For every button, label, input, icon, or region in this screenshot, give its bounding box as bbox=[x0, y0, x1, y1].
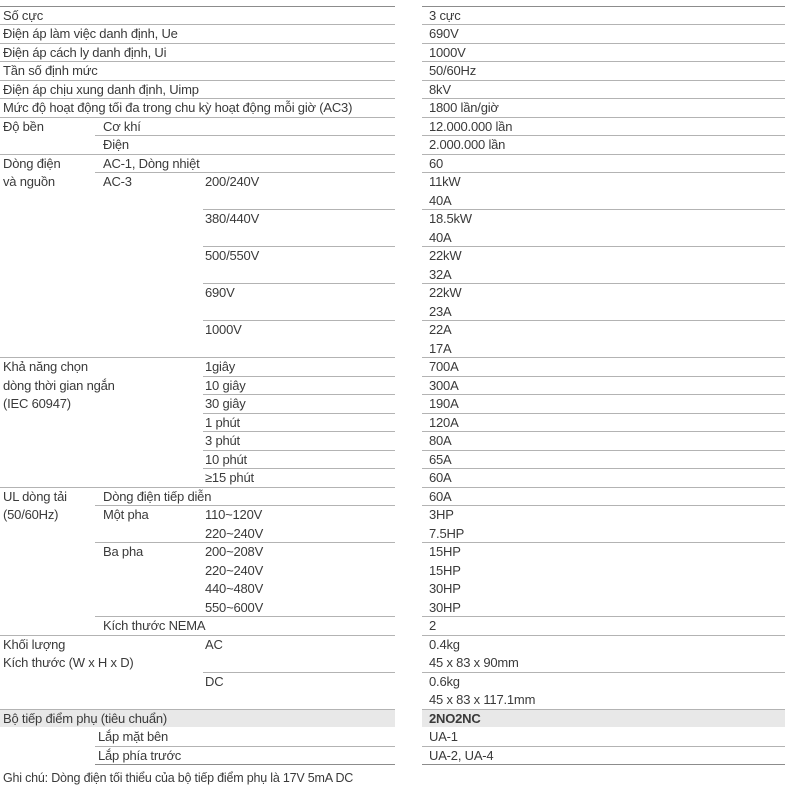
spec-value: 120A bbox=[429, 414, 459, 430]
divider bbox=[422, 431, 785, 432]
spec-value: 190A bbox=[429, 396, 459, 411]
divider bbox=[422, 376, 785, 377]
divider bbox=[422, 283, 785, 284]
footer-note: Ghi chú: Dòng điện tối thiểu của bộ tiếp điểm phụ là 17V 5mA DC bbox=[3, 771, 354, 785]
spec-value-highlighted: 2NO2NC bbox=[429, 710, 481, 726]
divider bbox=[422, 246, 785, 247]
spec-condition: 1 phút bbox=[205, 414, 240, 430]
spec-label: (50/60Hz) bbox=[3, 507, 59, 522]
spec-condition: 500/550V bbox=[205, 248, 260, 263]
spec-condition: DC bbox=[205, 673, 224, 689]
spec-condition: 220~240V bbox=[205, 525, 264, 541]
spec-value: 80A bbox=[429, 433, 452, 448]
spec-condition: 30 giây bbox=[205, 396, 246, 411]
spec-value: 32A bbox=[429, 266, 452, 282]
spec-label: Điện áp chịu xung danh định, Uimp bbox=[3, 81, 199, 97]
spec-value: 40A bbox=[429, 192, 452, 208]
spec-label: Điện áp cách ly danh định, Ui bbox=[3, 44, 167, 60]
spec-label: và nguồn bbox=[3, 174, 55, 189]
spec-value: 12.000.000 lần bbox=[429, 118, 513, 134]
spec-sublabel: Lắp phía trước bbox=[98, 747, 182, 763]
spec-value: 15HP bbox=[429, 544, 461, 559]
spec-value: UA-1 bbox=[429, 729, 458, 744]
spec-label: Kích thước (W x H x D) bbox=[3, 655, 134, 670]
divider bbox=[422, 505, 785, 506]
divider bbox=[0, 6, 395, 7]
spec-condition: 220~240V bbox=[205, 562, 264, 578]
spec-label: Số cực bbox=[3, 7, 44, 23]
spec-condition: ≥15 phút bbox=[205, 470, 254, 485]
spec-value: 22kW bbox=[429, 248, 462, 263]
spec-value: 60 bbox=[429, 155, 444, 171]
spec-sublabel: Lắp mặt bên bbox=[98, 729, 169, 744]
spec-value: 22kW bbox=[429, 285, 462, 300]
spec-value: 23A bbox=[429, 303, 452, 319]
divider bbox=[422, 80, 785, 81]
spec-condition: 3 phút bbox=[205, 433, 240, 448]
spec-value: 7.5HP bbox=[429, 525, 465, 541]
divider bbox=[203, 672, 395, 673]
spec-value: 700A bbox=[429, 359, 459, 374]
spec-sublabel: Cơ khí bbox=[103, 118, 141, 134]
spec-condition: 1000V bbox=[205, 322, 242, 337]
spec-label: UL dòng tải bbox=[3, 488, 67, 504]
spec-sublabel: Kích thước NEMA bbox=[103, 618, 206, 633]
spec-value: 60A bbox=[429, 470, 452, 485]
spec-value: 50/60Hz bbox=[429, 63, 477, 78]
spec-label: Khả năng chọn bbox=[3, 359, 88, 374]
spec-sublabel: Ba pha bbox=[103, 544, 144, 559]
spec-value: 2 bbox=[429, 618, 437, 633]
spec-sublabel: AC-1, Dòng nhiệt bbox=[103, 155, 200, 171]
spec-value: 300A bbox=[429, 377, 459, 393]
spec-value: 8kV bbox=[429, 81, 451, 97]
spec-value: 45 x 83 x 90mm bbox=[429, 655, 519, 670]
spec-label: Mức độ hoạt động tối đa trong chu kỳ hoạt động mỗi giờ (AC3) bbox=[3, 100, 353, 115]
spec-label: Dòng điện bbox=[3, 155, 61, 171]
spec-value: 11kW bbox=[429, 174, 461, 189]
spec-condition: 10 giây bbox=[205, 377, 246, 393]
spec-value: 45 x 83 x 117.1mm bbox=[429, 692, 536, 707]
spec-value: 18.5kW bbox=[429, 211, 472, 226]
spec-value: 3HP bbox=[429, 507, 454, 522]
spec-label: dòng thời gian ngắn bbox=[3, 377, 115, 393]
spec-value: 0.4kg bbox=[429, 636, 460, 652]
spec-value: 65A bbox=[429, 451, 452, 467]
spec-condition: 690V bbox=[205, 285, 235, 300]
divider bbox=[422, 487, 785, 488]
divider bbox=[422, 468, 785, 469]
divider bbox=[422, 357, 785, 358]
spec-value: 690V bbox=[429, 26, 459, 41]
spec-condition: 440~480V bbox=[205, 581, 264, 596]
spec-label: Tần số định mức bbox=[3, 63, 98, 78]
spec-value: 60A bbox=[429, 488, 452, 504]
divider bbox=[422, 6, 785, 7]
spec-condition: AC bbox=[205, 636, 223, 652]
divider bbox=[422, 43, 785, 44]
spec-value: 30HP bbox=[429, 581, 461, 596]
spec-sublabel: Một pha bbox=[103, 507, 149, 522]
spec-value: 3 cực bbox=[429, 7, 461, 23]
divider bbox=[422, 394, 785, 395]
divider bbox=[422, 635, 785, 636]
spec-condition: 200/240V bbox=[205, 174, 260, 189]
divider bbox=[422, 61, 785, 62]
spec-value: UA-2, UA-4 bbox=[429, 747, 494, 763]
spec-label: (IEC 60947) bbox=[3, 396, 71, 411]
spec-label: Điện áp làm việc danh định, Ue bbox=[3, 26, 178, 41]
divider bbox=[422, 413, 785, 414]
divider bbox=[422, 209, 785, 210]
divider bbox=[422, 320, 785, 321]
divider bbox=[422, 24, 785, 25]
spec-value: 17A bbox=[429, 340, 452, 356]
spec-value: 0.6kg bbox=[429, 673, 460, 689]
spec-value: 40A bbox=[429, 229, 452, 245]
spec-sublabel: AC-3 bbox=[103, 174, 132, 189]
spec-value: 1000V bbox=[429, 44, 466, 60]
spec-label: Độ bền bbox=[3, 118, 44, 134]
spec-condition: 10 phút bbox=[205, 451, 247, 467]
divider bbox=[422, 450, 785, 451]
spec-value: 30HP bbox=[429, 599, 461, 615]
divider bbox=[422, 172, 785, 173]
spec-condition: 110~120V bbox=[205, 507, 263, 522]
spec-value: 2.000.000 lần bbox=[429, 137, 506, 152]
spec-condition: 200~208V bbox=[205, 544, 264, 559]
spec-value: 22A bbox=[429, 322, 452, 337]
spec-value: 1800 lần/giờ bbox=[429, 100, 499, 115]
divider bbox=[422, 616, 785, 617]
spec-condition: 550~600V bbox=[205, 599, 264, 615]
divider bbox=[422, 542, 785, 543]
spec-sublabel: Dòng điện tiếp diễn bbox=[103, 488, 212, 504]
spec-section-label: Bộ tiếp điểm phụ (tiêu chuẩn) bbox=[3, 710, 168, 726]
spec-condition: 380/440V bbox=[205, 211, 260, 226]
spec-condition: 1giây bbox=[205, 359, 236, 374]
spec-value: 15HP bbox=[429, 562, 461, 578]
spec-sublabel: Điện bbox=[103, 137, 129, 152]
spec-label: Khối lượng bbox=[3, 636, 66, 652]
